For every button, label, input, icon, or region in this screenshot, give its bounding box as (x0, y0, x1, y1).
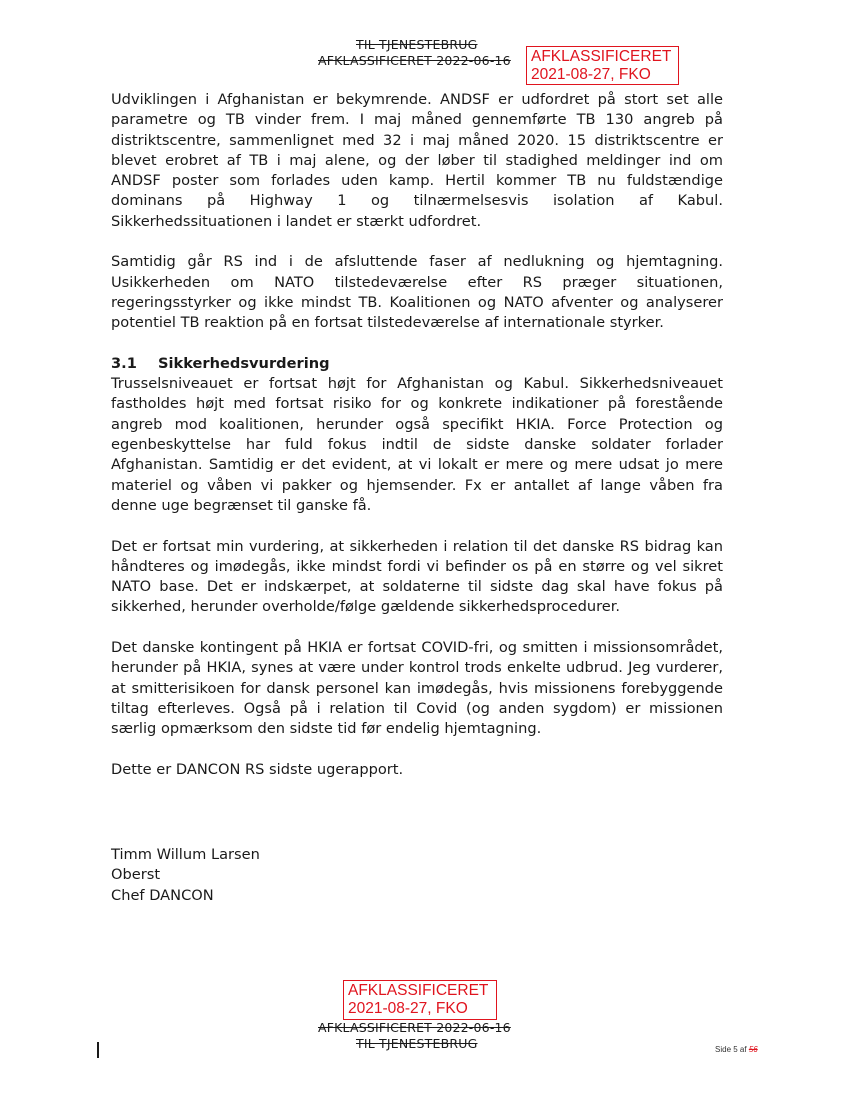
paragraph: Samtidig går RS ind i de afsluttende faser af nedlukning og hjemtagning. Usikkerheden om NATO tilstedeværelse efter RS præger situationen, regeringsstyrker og ikke mindst TB. Koalitionen og NATO afventer og analyserer potentiel TB reaktion på en fortsat tilstedeværelse af internationale styrker. (111, 253, 723, 332)
signatory-title: Chef DANCON (111, 886, 214, 904)
header-classification: TIL TJENESTEBRUG (356, 37, 478, 52)
declassification-stamp-top (526, 46, 679, 85)
page-number (715, 1045, 758, 1054)
section-heading (111, 354, 723, 374)
signatory-rank: Oberst (111, 866, 161, 884)
stamp-bottom-line1: AFKLASSIFICERET (348, 982, 489, 999)
signatory-name: Timm Willum Larsen (111, 846, 260, 863)
stamp-bottom-line2: 2021-08-27, FKO (348, 1000, 468, 1017)
section-title: Sikkerhedsvurdering (158, 354, 330, 372)
footer-classification: TIL TJENESTEBRUG (356, 1036, 478, 1051)
footer-declassified-date: AFKLASSIFICERET 2022-06-16 (318, 1020, 511, 1035)
paragraph: Dette er DANCON RS sidste ugerapport. (111, 760, 404, 778)
section-number: 3.1 (111, 354, 137, 372)
stamp-top-line2: 2021-08-27, FKO (531, 66, 651, 83)
header-declassified-date: AFKLASSIFICERET 2022-06-16 (318, 53, 511, 68)
stamp-top-line1: AFKLASSIFICERET (531, 48, 672, 65)
paragraph: Trusselsniveauet er fortsat højt for Afghanistan og Kabul. Sikkerhedsniveauet fastholdes højt med fortsat risiko for og konkrete indikationer på forestående angreb mod koalitionen, herunder også specifikt HKIA. Force Protection og egenbeskyttelse har fuld fokus indtil de sidste danske soldater forlader Afghanistan. Samtidig er det evident, at vi lokalt er mere og mere udsat jo mere materiel og våben vi pakker og hjemsender. Fx er antallet af lange våben fra denne uge begrænset til ganske få. (111, 375, 723, 514)
declassification-stamp-bottom (343, 980, 497, 1020)
paragraph: Det danske kontingent på HKIA er fortsat COVID-fri, og smitten i missionsområdet, herunder på HKIA, synes at være under kontrol trods enkelte udbrud. Jeg vurderer, at smitterisikoen for dansk personel kan imødegås, hvis missionens forebyggende tiltag efterleves. Også på i relation til Covid (og anden sygdom) er missionen særlig opmærksom den sidste tid før endelig hjemtagning. (111, 639, 723, 738)
paragraph: Det er fortsat min vurdering, at sikkerheden i relation til det danske RS bidrag kan håndteres og imødegås, ikke mindst fordi vi befinder os på en større og vel sikret NATO base. Det er indskærpet, at soldaterne til sidste dag skal have fokus på sikkerhed, herunder overholde/følge gældende sikkerhedsprocedurer. (111, 537, 723, 616)
paragraph: Udviklingen i Afghanistan er bekymrende. ANDSF er udfordret på stort set alle parametre og TB vinder frem. I maj måned gennemførte TB 130 angreb på distriktscentre, sammenlignet med 32 i maj måned 2020. 15 distriktscentre er blevet erobret af TB i maj alene, og der løber til stadighed meldinger ind om ANDSF poster som forlades uden kamp. Hertil kommer TB nu fuldstændige dominans på Highway 1 og tilnærmelsesvis isolation af Kabul. Sikkerhedssituationen i landet er stærkt udfordret. (111, 91, 723, 230)
signature-block (111, 845, 260, 906)
page-label: Side 5 af (715, 1045, 747, 1054)
document-body (111, 90, 723, 780)
text-cursor (97, 1042, 99, 1058)
page-total: 56 (748, 1045, 758, 1054)
